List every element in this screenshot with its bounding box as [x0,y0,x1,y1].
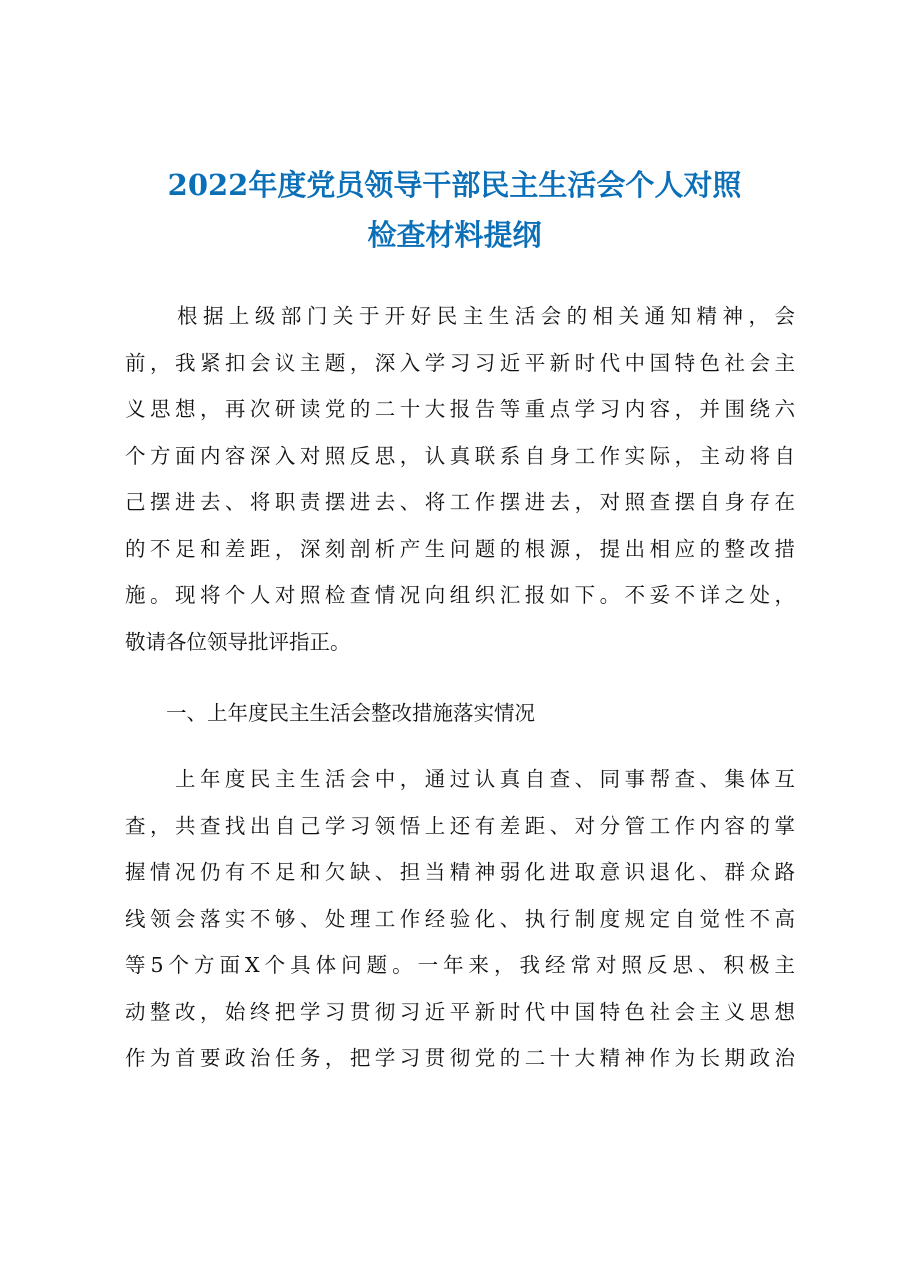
paragraph-line: 线领会落实不够、处理工作经验化、执行制度规定自觉性不高 [125,906,795,931]
paragraph-line: 个方面内容深入对照反思，认真联系自身工作实际，主动将自 [125,443,795,468]
section-heading [125,690,795,737]
paragraph-line: 敬请各位领导批评指正。 [125,629,351,654]
paragraph-line: 前，我紧扣会议主题，深入学习习近平新时代中国特色社会主 [125,350,795,375]
section1-paragraph [125,756,795,1082]
paragraph-line: 作为首要政治任务，把学习贯彻党的二十大精神作为长期政治 [125,1046,795,1070]
section-heading-text: 一、上年度民主生活会整改措施落实情况 [125,701,535,725]
paragraph-line: 等5个方面X个具体问题。一年来，我经常对照反思、积极主 [125,953,795,977]
title-line-2: 检查材料提纲 [367,218,542,252]
paragraph-line: 己摆进去、将职责摆进去、将工作摆进去，对照查摆自身存在 [125,490,795,514]
paragraph-line: 动整改，始终把学习贯彻习近平新时代中国特色社会主义思想 [125,999,795,1024]
document-title [100,160,809,260]
paragraph-line: 施。现将个人对照检查情况向组织汇报如下。不妥不详之处， [125,583,795,607]
title-line-1: 2022年度党员领导干部民主生活会个人对照 [167,168,742,202]
paragraph-line: 的不足和差距，深刻剖析产生问题的根源，提出相应的整改措 [125,536,795,561]
intro-paragraph [125,293,795,665]
paragraph-line: 查，共查找出自己学习领悟上还有差距、对分管工作内容的掌 [125,813,795,838]
paragraph-line: 握情况仍有不足和欠缺、担当精神弱化进取意识退化、群众路 [125,860,795,884]
paragraph-line: 上年度民主生活会中，通过认真自查、同事帮查、集体互 [125,767,795,791]
paragraph-line: 义思想，再次研读党的二十大报告等重点学习内容，并围绕六 [125,397,795,421]
paragraph-line: 根据上级部门关于开好民主生活会的相关通知精神，会 [125,304,795,328]
